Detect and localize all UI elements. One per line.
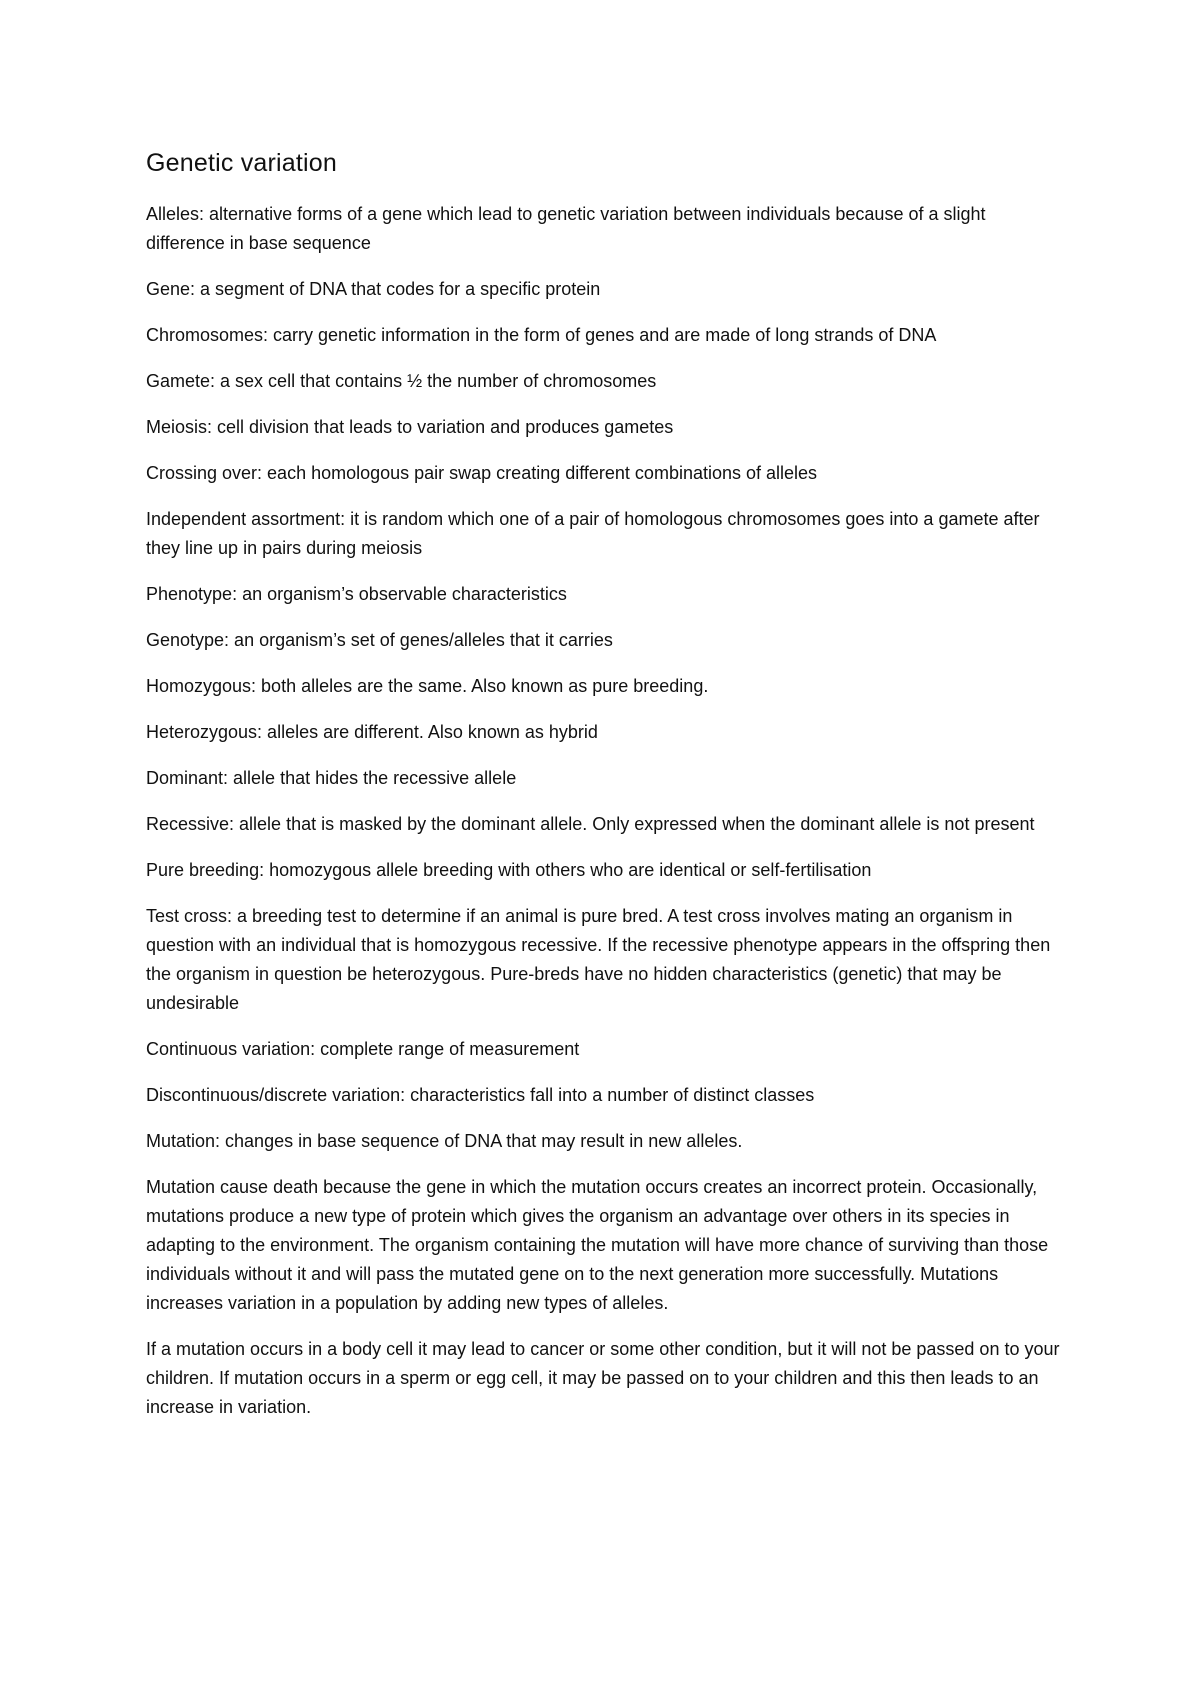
paragraph-mutation-inheritance: If a mutation occurs in a body cell it may lead to cancer or some other condition, but it will not be passed on to your children. If mutation occurs in a sperm or egg cell, it may be passed on to your children and this then leads to an increase in variation. — [146, 1339, 1060, 1417]
paragraph-mutation-effects: Mutation cause death because the gene in which the mutation occurs creates an incorrect protein. Occasionally, mutations produce a new type of protein which gives the organism an advantage over others in its species in adapting to the environment. The organism containing the mutation will have more chance of surviving than those individuals without it and will pass the mutated gene on to the next generation more successfully. Mutations increases variation in a population by adding new types of alleles. — [146, 1177, 1049, 1313]
paragraph-alleles: Alleles: alternative forms of a gene which lead to genetic variation between individuals because of a slight difference in base sequence — [146, 204, 986, 253]
paragraph-dominant: Dominant: allele that hides the recessive allele — [146, 768, 517, 788]
paragraph-meiosis: Meiosis: cell division that leads to variation and produces gametes — [146, 417, 674, 437]
paragraph-heterozygous: Heterozygous: alleles are different. Also known as hybrid — [146, 722, 598, 742]
paragraph-continuous-variation: Continuous variation: complete range of measurement — [146, 1039, 580, 1059]
paragraph-chromosomes: Chromosomes: carry genetic information in the form of genes and are made of long strands of DNA — [146, 325, 937, 345]
paragraph-test-cross: Test cross: a breeding test to determine if an animal is pure bred. A test cross involves mating an organism in question with an individual that is homozygous recessive. If the recessive phenotype appears in the offspring then the organism in question be heterozygous. Pure-breds have no hidden characteristics (genetic) that may be undesirable — [146, 906, 1051, 1013]
page-title: Genetic variation — [146, 149, 337, 177]
document-body — [146, 146, 1066, 1439]
paragraph-mutation: Mutation: changes in base sequence of DNA that may result in new alleles. — [146, 1131, 743, 1151]
paragraph-independent-assortment: Independent assortment: it is random which one of a pair of homologous chromosomes goes into a gamete after they line up in pairs during meiosis — [146, 509, 1040, 558]
paragraph-gene: Gene: a segment of DNA that codes for a specific protein — [146, 279, 601, 299]
paragraph-pure-breeding: Pure breeding: homozygous allele breeding with others who are identical or self-fertilisation — [146, 860, 872, 880]
paragraph-crossing-over: Crossing over: each homologous pair swap creating different combinations of alleles — [146, 463, 818, 483]
paragraph-genotype: Genotype: an organism’s set of genes/alleles that it carries — [146, 630, 613, 650]
paragraph-phenotype: Phenotype: an organism’s observable characteristics — [146, 584, 567, 604]
paragraph-discontinuous-variation: Discontinuous/discrete variation: characteristics fall into a number of distinct classes — [146, 1085, 815, 1105]
paragraph-homozygous: Homozygous: both alleles are the same. Also known as pure breeding. — [146, 676, 709, 696]
paragraph-recessive: Recessive: allele that is masked by the dominant allele. Only expressed when the dominant allele is not present — [146, 814, 1035, 834]
paragraph-gamete: Gamete: a sex cell that contains ½ the number of chromosomes — [146, 371, 657, 391]
